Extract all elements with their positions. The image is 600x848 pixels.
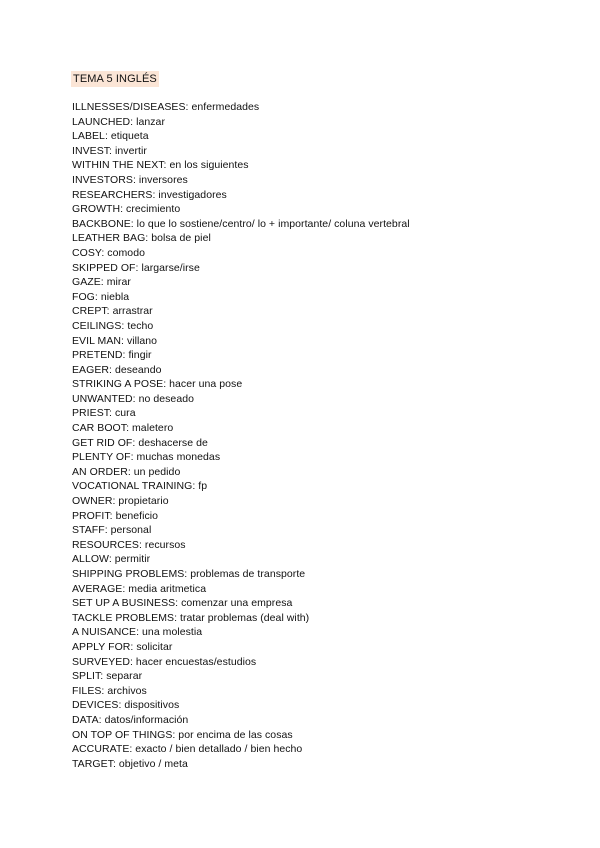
vocabulary-entry: VOCATIONAL TRAINING: fp: [72, 480, 208, 493]
vocabulary-entry: STRIKING A POSE: hacer una pose: [72, 378, 243, 391]
vocabulary-entry: DEVICES: dispositivos: [72, 699, 180, 712]
vocabulary-entry: ILLNESSES/DISEASES: enfermedades: [72, 101, 260, 113]
vocabulary-entry: LAUNCHED: lanzar: [72, 115, 165, 128]
vocabulary-entry: AVERAGE: media aritmetica: [72, 582, 207, 595]
vocabulary-entry: SKIPPED OF: largarse/irse: [72, 261, 200, 274]
vocabulary-entry: CAR BOOT: maletero: [72, 422, 174, 435]
vocabulary-entry: DATA: datos/información: [72, 713, 189, 726]
vocabulary-entry: EAGER: deseando: [72, 363, 162, 376]
vocabulary-entry: ON TOP OF THINGS: por encima de las cosas: [72, 728, 293, 741]
vocabulary-entry: RESOURCES: recursos: [72, 538, 186, 551]
vocabulary-entry: ALLOW: permitir: [72, 553, 151, 566]
vocabulary-entry: TACKLE PROBLEMS: tratar problemas (deal with): [72, 611, 310, 624]
vocabulary-entry: INVEST: invertir: [72, 144, 147, 157]
vocabulary-entry: SET UP A BUSINESS: comenzar una empresa: [72, 597, 293, 610]
vocabulary-entry: LEATHER BAG: bolsa de piel: [72, 232, 211, 245]
vocabulary-entry: PLENTY OF: muchas monedas: [72, 451, 221, 464]
vocabulary-entry: SHIPPING PROBLEMS: problemas de transporte: [72, 568, 306, 580]
vocabulary-entry: SPLIT: separar: [72, 670, 143, 683]
vocabulary-entry: RESEARCHERS: investigadores: [72, 188, 227, 201]
vocabulary-entry: WITHIN THE NEXT: en los siguientes: [72, 159, 249, 172]
vocabulary-entry: APPLY FOR: solicitar: [72, 640, 173, 653]
vocabulary-entry: UNWANTED: no deseado: [72, 392, 194, 405]
vocabulary-entry: CEILINGS: techo: [72, 319, 154, 332]
vocabulary-entry: GET RID OF: deshacerse de: [72, 436, 208, 449]
vocabulary-entry: ACCURATE: exacto / bien detallado / bien hecho: [72, 743, 303, 756]
vocabulary-entry: SURVEYED: hacer encuestas/estudios: [72, 655, 257, 668]
vocabulary-entry: OWNER: propietario: [72, 495, 169, 508]
document-title: TEMA 5 INGLÉS: [73, 73, 157, 85]
vocabulary-entry: STAFF: personal: [72, 524, 152, 537]
vocabulary-entry: FOG: niebla: [72, 290, 130, 303]
vocabulary-entry: PROFIT: beneficio: [72, 509, 159, 522]
vocabulary-entry: LABEL: etiqueta: [72, 130, 149, 143]
vocabulary-entry: CREPT: arrastrar: [72, 305, 153, 318]
vocabulary-entry: TARGET: objetivo / meta: [72, 757, 188, 770]
vocabulary-list: [72, 100, 410, 771]
vocabulary-entry: GAZE: mirar: [72, 276, 131, 289]
vocabulary-entry: PRETEND: fingir: [72, 349, 152, 362]
vocabulary-entry: AN ORDER: un pedido: [72, 465, 181, 478]
vocabulary-entry: BACKBONE: lo que lo sostiene/centro/ lo + importante/ coluna vertebral: [72, 217, 410, 230]
vocabulary-entry: EVIL MAN: villano: [72, 334, 158, 347]
vocabulary-entry: PRIEST: cura: [72, 407, 136, 420]
vocabulary-entry: INVESTORS: inversores: [72, 173, 188, 186]
vocabulary-entry: COSY: comodo: [72, 246, 145, 259]
vocabulary-entry: GROWTH: crecimiento: [72, 203, 181, 216]
vocabulary-entry: FILES: archivos: [72, 684, 147, 697]
vocabulary-entry: A NUISANCE: una molestia: [72, 626, 203, 639]
